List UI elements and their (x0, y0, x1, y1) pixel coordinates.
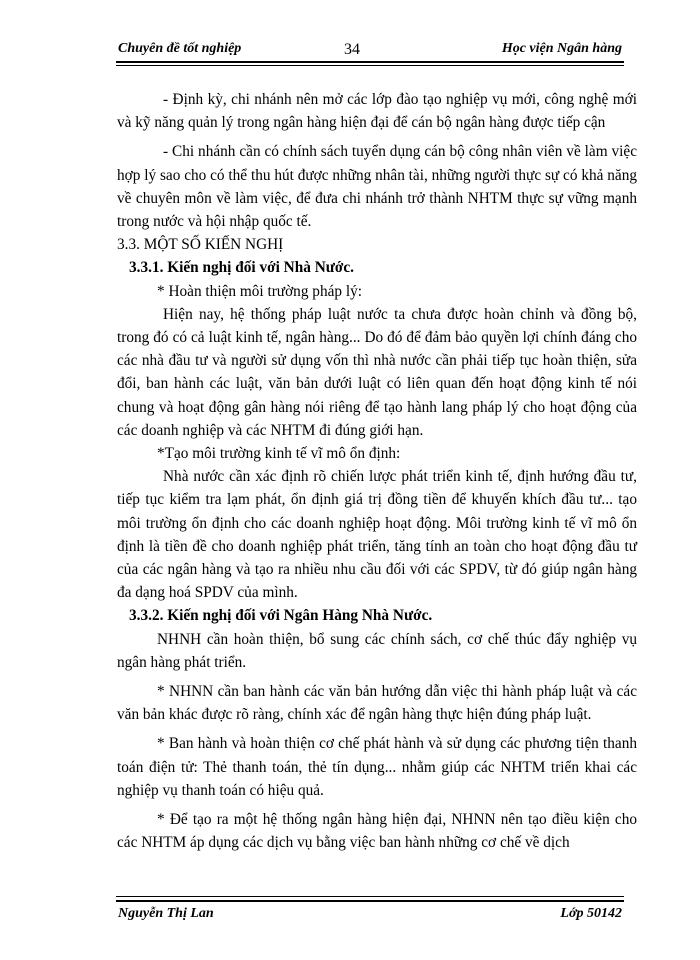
page-body (117, 88, 637, 855)
paragraph: Hiện nay, hệ thống pháp luật nước ta chưa được hoàn chỉnh và đồng bộ, trong đó có cả luật kinh tế, ngân hàng... Do đó để đảm bảo quyền lợi chính đáng cho các nhà đầu tư và người sử dụng vốn thì nhà nước cần phải tiếp tục hoàn thiện, sửa đổi, ban hành các luật, văn bản dưới luật có liên quan đến hoạt động kinh tế nói chung và hoạt động gân hàng nói riêng để tạo hành lang pháp lý cho hoạt động của các doanh nghiệp và các NHTM đi đúng giới hạn. (117, 305, 637, 439)
paragraph: * Để tạo ra một hệ thống ngân hàng hiện đại, NHNN nên tạo điều kiện cho các NHTM áp dụng các dịch vụ bằng việc ban hành những cơ chế về dịch (117, 811, 637, 852)
paragraph: - Định kỳ, chi nhánh nên mở các lớp đào tạo nghiệp vụ mới, công nghệ mới và kỹ năng quản lý trong ngân hàng hiện đại để cán bộ ngân hàng được tiếp cận (117, 91, 637, 132)
section-heading: 3.3. MỘT SỐ KIẾN NGHỊ (117, 236, 284, 254)
header-rule (116, 61, 624, 63)
header-rule-thin (116, 65, 624, 66)
paragraph: NHNH cần hoàn thiện, bổ sung các chính sách, cơ chế thúc đẩy nghiệp vụ ngân hàng phát triển. (117, 630, 637, 671)
footer-rule-thin (116, 896, 624, 897)
header-institution: Học viện Ngân hàng (501, 41, 622, 56)
paragraph: * Hoàn thiện môi trường pháp lý: (157, 282, 363, 300)
paragraph: - Chi nhánh cần có chính sách tuyển dụng cán bộ công nhân viên về làm việc hợp lý sao cho có thể thu hút được những nhân tài, những người thực sự có khả năng về chuyên môn về làm việc, để đưa chi nhánh trở thành NHTM thực sự vững mạnh trong nước và hội nhập quốc tế. (117, 143, 637, 231)
paragraph: * NHNN cần ban hành các văn bản hướng dẫn việc thi hành pháp luật và các văn bản khác được rõ ràng, chính xác để ngân hàng thực hiện đúng pháp luật. (117, 683, 637, 724)
page-header (118, 37, 622, 63)
footer-author: Nguyễn Thị Lan (118, 906, 214, 921)
footer-rule (116, 900, 624, 902)
subsection-heading: 3.3.2. Kiến nghị đối với Ngân Hàng Nhà Nước. (129, 607, 433, 625)
subsection-heading: 3.3.1. Kiến nghị đối với Nhà Nước. (129, 259, 355, 277)
paragraph: *Tạo môi trường kinh tế vĩ mô ổn định: (157, 445, 401, 463)
page-number: 34 (344, 41, 360, 58)
paragraph: * Ban hành và hoàn thiện cơ chế phát hành và sử dụng các phương tiện thanh toán điện tử: Thẻ thanh toán, thẻ tín dụng... nhằm giúp các NHTM triển khai các nghiệp vụ thanh toán có hiệu quả. (117, 735, 637, 799)
header-document-type: Chuyên đề tốt nghiệp (118, 41, 242, 56)
paragraph: Nhà nước cần xác định rõ chiến lược phát triển kinh tế, định hướng đầu tư, tiếp tục kiểm tra lạm phát, ổn định giá trị đồng tiền để khuyến khích đầu tư... tạo môi trường ổn định cho các doanh nghiệp hoạt động. Môi trường kinh tế vĩ mô ổn định là tiền đề cho doanh nghiệp phát triển, tăng tính an toàn cho hoạt động đầu tư của các ngân hàng và tạo ra nhiều nhu cầu đối với các SPDV, từ đó giúp ngân hàng đa dạng hoá SPDV của mình. (117, 468, 637, 602)
page-footer (118, 906, 622, 930)
footer-class: Lớp 50142 (560, 906, 622, 921)
